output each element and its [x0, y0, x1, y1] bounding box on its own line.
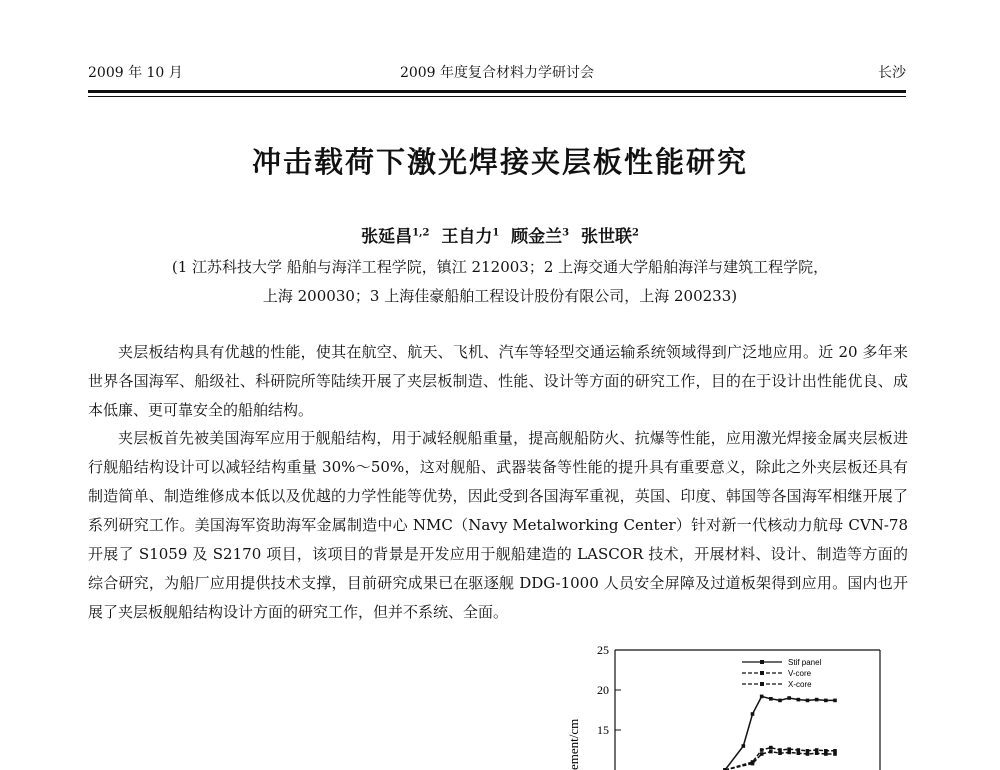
chart-data-point — [760, 752, 764, 756]
chart-legend-label: X-core — [788, 680, 812, 689]
paper-title: 冲击载荷下激光焊接夹层板性能研究 — [251, 145, 748, 179]
chart-data-point — [797, 698, 801, 702]
chart-data-point — [806, 699, 810, 703]
author-list — [0, 222, 1000, 247]
chart-legend-marker — [760, 660, 764, 664]
author-affil-mark: 1,2 — [412, 227, 430, 239]
chart-data-point — [751, 712, 755, 716]
affiliation-line: 上海 200030；3 上海佳豪船舶工程设计股份有限公司，上海 200233) — [262, 287, 738, 305]
chart-data-point — [769, 746, 773, 750]
chart-legend-label: V-core — [788, 669, 812, 678]
chart-data-point — [824, 749, 828, 753]
chart-data-point — [815, 751, 819, 755]
chart-data-point — [778, 699, 782, 703]
chart-data-point — [760, 695, 764, 699]
author-affil-mark: 3 — [562, 227, 570, 239]
header-rule-thick — [88, 90, 906, 93]
chart-data-point — [751, 762, 755, 766]
body-paragraph: 夹层板结构具有优越的性能，使其在航空、航天、飞机、汽车等轻型交通运输系统领域得到广泛地应用。近 20 多年来世界各国海军、船级社、科研院所等陆续开展了夹层板制造、性能、设计等方面的研究工作，目的在于设计出性能优良、成本低廉、更可靠安全的船舶结构。 — [88, 343, 908, 419]
chart-data-point — [806, 749, 810, 753]
chart-data-point — [806, 752, 810, 756]
chart-y-tick-label: 25 — [597, 643, 609, 657]
header-location: 长沙 — [878, 65, 906, 81]
body-paragraph: 夹层板首先被美国海军应用于舰船结构，用于减轻舰船重量，提高舰船防火、抗爆等性能，应用激光焊接金属夹层板进行舰船结构设计可以减轻结构重量 30%～50%，这对舰船、武器装备等性能的提升具有重要意义，除此之外夹层板还具有制造简单、制造维修成本低以及优越的力学性能等优势，因此受到各国海军重视，英国、印度、韩国等各国海军相继开展了系列研究工作。美国海军资助海军金属制造中心 NMC（Navy Metalworking Center）针对新一代核动力航母 CVN-78 开展了 S1059 及 S2170 项目，该项目的背景是开发应用于舰船建造的 LASCOR 技术，开展材料、设计、制造等方面的综合研究，为船厂应用提供技术支撑，目前研究成果已在驱逐舰 DDG-1000 人员安全屏障及过道板架得到应用。国内也开展了夹层板舰船结构设计方面的研究工作，但并不系统、全面。 — [88, 429, 908, 621]
chart-data-point — [787, 696, 791, 700]
chart-data-point — [833, 699, 837, 703]
author-name: 王自力 — [441, 227, 493, 247]
chart-data-point — [742, 744, 746, 748]
chart-data-point — [797, 751, 801, 755]
author-name: 顾金兰 — [511, 227, 563, 247]
chart-data-point — [833, 752, 837, 756]
chart-legend-marker — [760, 671, 764, 675]
chart-data-point — [787, 751, 791, 755]
chart-data-point — [815, 698, 819, 702]
chart-data-point — [769, 697, 773, 701]
chart-data-point — [833, 749, 837, 753]
running-header — [88, 62, 906, 86]
chart-data-point — [824, 699, 828, 703]
chart-series-line — [725, 696, 835, 770]
chart-data-point — [769, 750, 773, 754]
chart-data-point — [815, 748, 819, 752]
chart-y-label: ement/cm — [566, 718, 581, 770]
author-name: 张世联 — [580, 227, 632, 247]
displacement-chart — [560, 640, 890, 770]
chart-legend-label: Stif panel — [788, 658, 822, 667]
header-date: 2009 年 10 月 — [88, 65, 183, 81]
chart-data-point — [797, 748, 801, 752]
author-affil-mark: 1 — [492, 227, 500, 239]
author-name: 张延昌 — [361, 227, 413, 247]
chart-y-tick-label: 15 — [597, 723, 609, 737]
author-affil-mark: 2 — [631, 227, 639, 239]
chart-data-point — [778, 748, 782, 752]
chart-data-point — [778, 751, 782, 755]
chart-data-point — [824, 752, 828, 756]
chart-data-point — [760, 748, 764, 752]
affiliation-line: (1 江苏科技大学 船舶与海洋工程学院，镇江 212003；2 上海交通大学船舶海洋与建筑工程学院， — [171, 258, 829, 276]
chart-legend-marker — [760, 682, 764, 686]
chart-data-point — [787, 747, 791, 751]
header-rule-thin — [88, 96, 906, 97]
header-conference: 2009 年度复合材料力学研讨会 — [399, 65, 595, 81]
chart-y-tick-label: 20 — [597, 683, 609, 697]
